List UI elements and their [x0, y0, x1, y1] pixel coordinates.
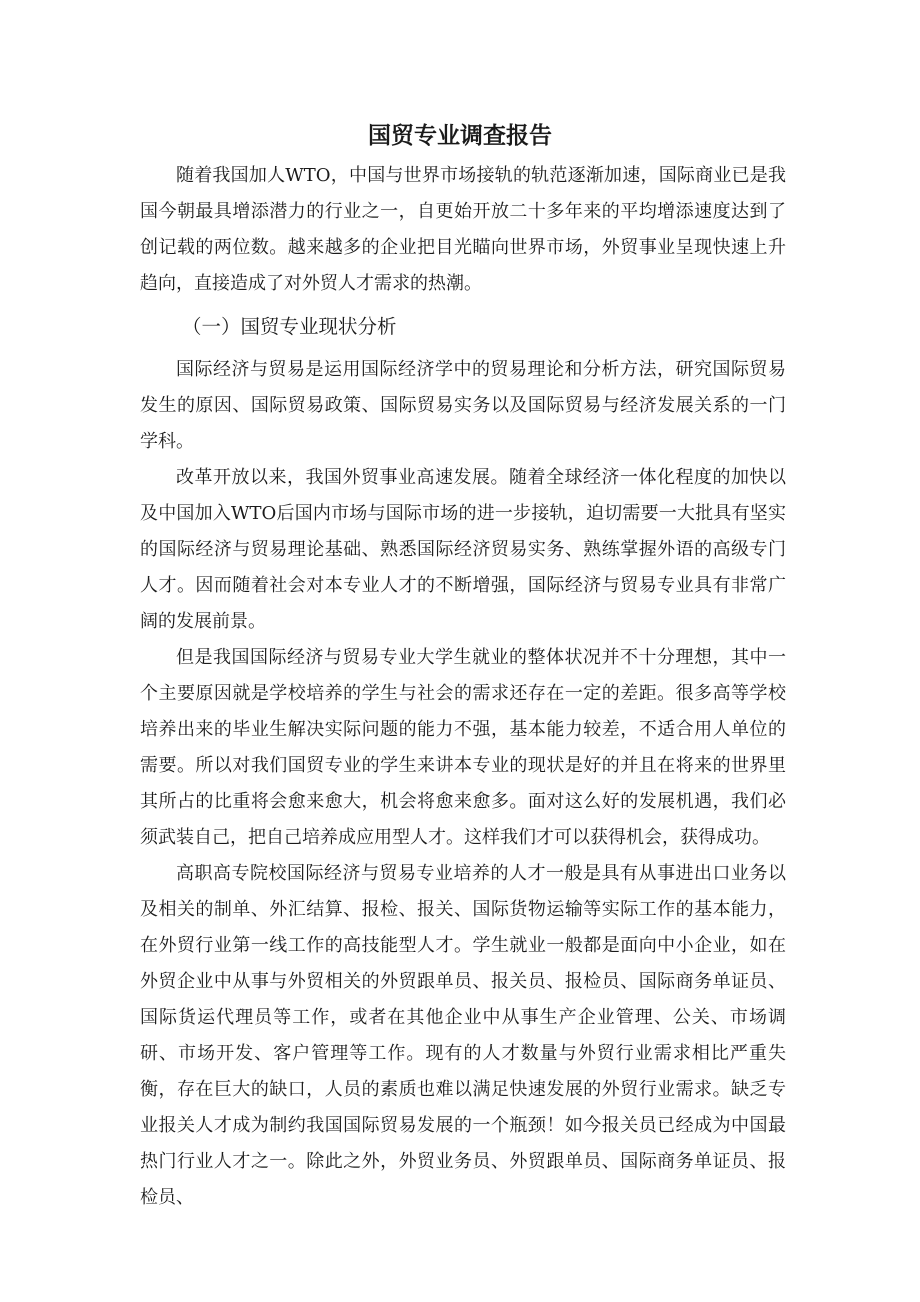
document-title: 国贸专业调查报告: [368, 122, 552, 149]
document-body: [140, 158, 786, 1216]
section-paragraph-2: 改革开放以来，我国外贸事业高速发展。随着全球经济一体化程度的加快以及中国加入WTO后国内市场与国际市场的进一步接轨，迫切需要一大批具有坚实的国际经济与贸易理论基础、熟悉国际经济贸易实务、熟练掌握外语的高级专门人才。因而随着社会对本专业人才的不断增强，国际经济与贸易专业具有非常广阔的发展前景。: [140, 467, 786, 632]
section-paragraph-4: 高职高专院校国际经济与贸易专业培养的人才一般是具有从事进出口业务以及相关的制单、外汇结算、报检、报关、国际货物运输等实际工作的基本能力，在外贸行业第一线工作的高技能型人才。学生就业一般都是面向中小企业，如在外贸企业中从事与外贸相关的外贸跟单员、报关员、报检员、国际商务单证员、国际货运代理员等工作，或者在其他企业中从事生产企业管理、公关、市场调研、市场开发、客户管理等工作。现有的人才数量与外贸行业需求相比严重失衡，存在巨大的缺口，人员的素质也难以满足快速发展的外贸行业需求。缺乏专业报关人才成为制约我国国际贸易发展的一个瓶颈！如今报关员已经成为中国最热门行业人才之一。除此之外，外贸业务员、外贸跟单员、国际商务单证员、报检员、: [140, 863, 786, 1208]
section-paragraph-1: 国际经济与贸易是运用国际经济学中的贸易理论和分析方法，研究国际贸易发生的原因、国际贸易政策、国际贸易实务以及国际贸易与经济发展关系的一门学科。: [140, 359, 786, 452]
section-paragraph-3: 但是我国国际经济与贸易专业大学生就业的整体状况并不十分理想，其中一个主要原因就是学校培养的学生与社会的需求还存在一定的差距。很多高等学校培养出来的毕业生解决实际问题的能力不强，基本能力较差，不适合用人单位的需要。所以对我们国贸专业的学生来讲本专业的现状是好的并且在将来的世界里其所占的比重将会愈来愈大，机会将愈来愈多。面对这么好的发展机遇，我们必须武装自己，把自己培养成应用型人才。这样我们才可以获得机会，获得成功。: [140, 647, 786, 848]
section-heading: （一）国贸专业现状分析: [182, 315, 397, 338]
intro-paragraph: 随着我国加人WTO，中国与世界市场接轨的轨范逐渐加速，国际商业已是我国今朝最具增添潜力的行业之一，自更始开放二十多年来的平均增添速度达到了创记载的两位数。越来越多的企业把目光瞄向世界市场，外贸事业呈现快速上升趋向，直接造成了对外贸人才需求的热潮。: [140, 165, 786, 294]
